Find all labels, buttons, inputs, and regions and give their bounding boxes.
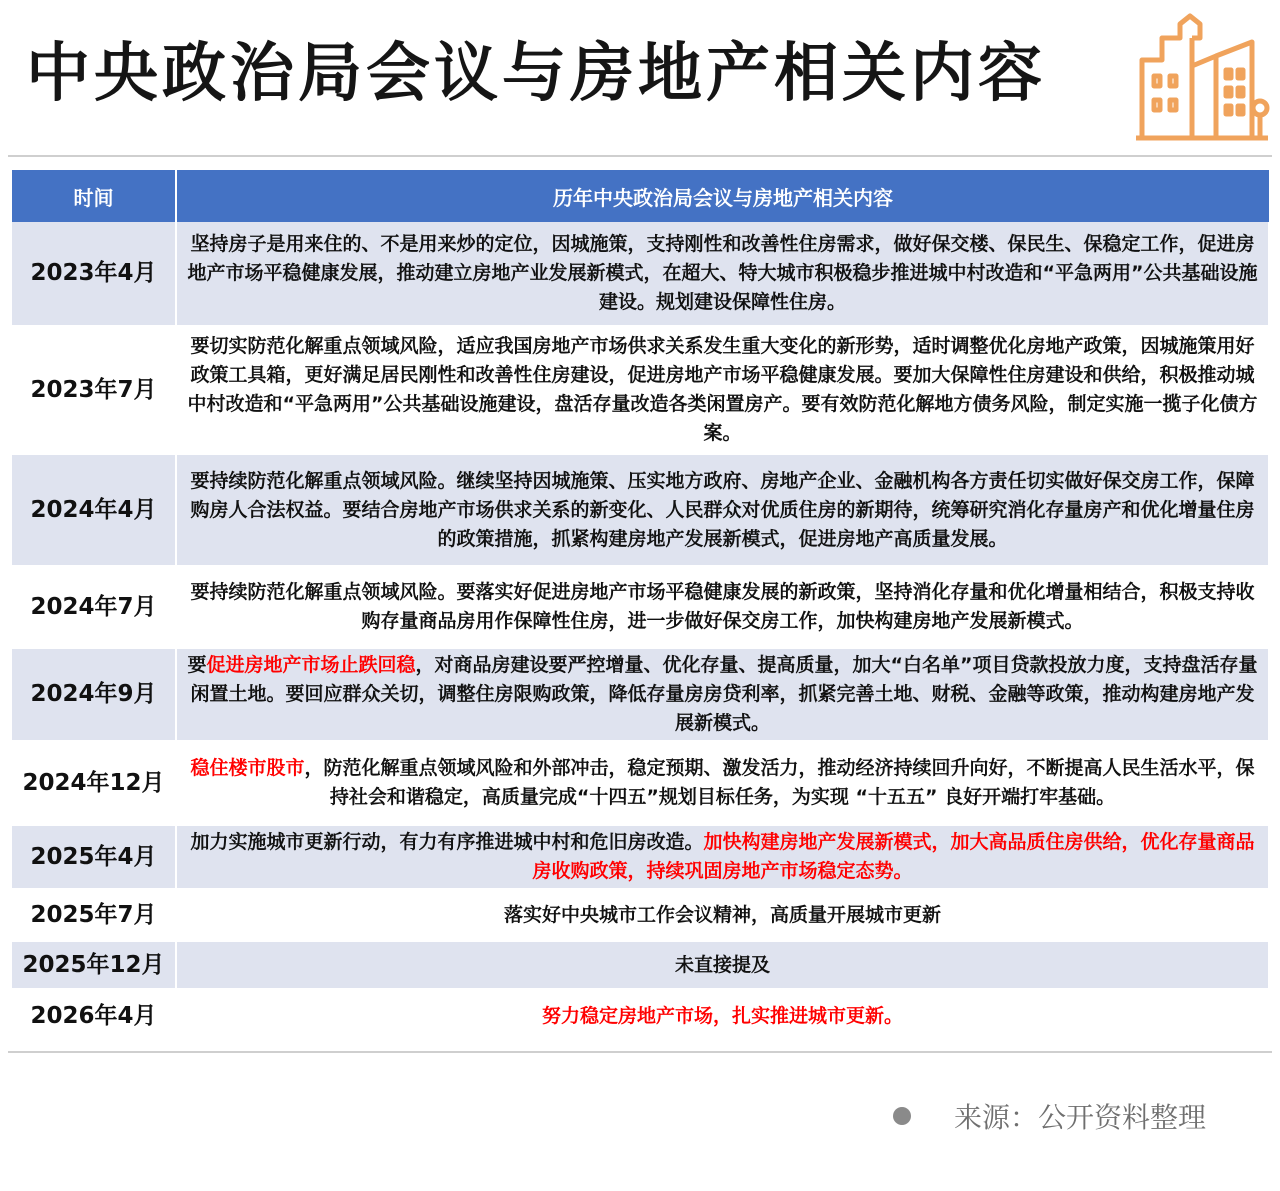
content-text: 坚持房子是用来住的、不是用来炒的定位，因城施策，支持刚性和改善性住房需求，做好保交楼、保民生、保稳定工作，促进房地产市场平稳健康发展，推动建立房地产业发展新模式，在超大、特大城市积极稳步推进城中村改造和“平急两用”公共基础设施建设。规划建设保障性住房。 (187, 233, 1258, 313)
page-title: 中央政治局会议与房地产相关内容 (26, 37, 1046, 111)
row-content (176, 825, 1269, 889)
bottom-divider (8, 1051, 1272, 1053)
highlight-text: 努力稳定房地产市场，扎实推进城市更新。 (541, 1004, 903, 1027)
content-text: 要切实防范化解重点领域风险，适应我国房地产市场供求关系发生重大变化的新形势，适时调整优化房地产政策，因城施策用好政策工具箱，更好满足居民刚性和改善性住房建设，促进房地产市场平稳健康发展。要加大保障性住房建设和供给，积极推动城中村改造和“平急两用”公共基础设施建设，盘活存量改造各类闲置房产。要有效防范化解地方债务风险，制定实施一揽子化债方案。 (187, 335, 1258, 444)
row-date: 2024年12月 (12, 741, 176, 825)
table-row (12, 326, 1269, 454)
row-date: 2025年4月 (12, 825, 176, 889)
table-row (12, 825, 1269, 889)
table-row (12, 941, 1269, 989)
content-text: 未直接提及 (674, 953, 770, 976)
row-content (176, 326, 1269, 454)
content-text: 要 (187, 654, 207, 676)
row-date: 2024年4月 (12, 454, 176, 566)
row-content (176, 741, 1269, 825)
row-date: 2023年7月 (12, 326, 176, 454)
highlight-text: 稳住楼市股市 (190, 757, 305, 779)
content-text: ，对商品房建设要严控增量、优化存量、提高质量，加大“白名单”项目贷款投放力度，支持盘活存量闲置土地。要回应群众关切，调整住房限购政策，降低存量房房贷利率，抓紧完善土地、财税、金融等政策，推动构建房地产发展新模式。 (190, 654, 1258, 734)
buildings-icon (1132, 12, 1272, 144)
table-header-row (12, 170, 1269, 222)
row-content (176, 566, 1269, 648)
highlight-text: 加快构建房地产发展新模式，加大高品质住房供给，优化存量商品房收购政策，持续巩固房地产市场稳定态势。 (532, 831, 1255, 882)
table-row (12, 648, 1269, 741)
table-row (12, 222, 1269, 326)
header-content: 历年中央政治局会议与房地产相关内容 (176, 170, 1269, 222)
row-content (176, 648, 1269, 741)
row-content (176, 941, 1269, 989)
row-date: 2024年9月 (12, 648, 176, 741)
highlight-text: 促进房地产市场止跌回稳 (206, 654, 416, 676)
source-note: 来源：公开资料整理 (954, 1101, 1207, 1134)
table-row (12, 989, 1269, 1043)
policy-table (12, 170, 1270, 1044)
table-row (12, 889, 1269, 941)
content-text: 要持续防范化解重点领域风险。要落实好促进房地产市场平稳健康发展的新政策，坚持消化存量和优化增量相结合，积极支持收购存量商品房用作保障性住房，进一步做好保交房工作，加快构建房地产发展新模式。 (190, 581, 1255, 632)
row-content (176, 889, 1269, 941)
row-date: 2024年7月 (12, 566, 176, 648)
content-text: 落实好中央城市工作会议精神，高质量开展城市更新 (503, 903, 941, 926)
top-divider (8, 155, 1272, 157)
content-text: 加力实施城市更新行动，有力有序推进城中村和危旧房改造。 (190, 831, 704, 853)
row-date: 2023年4月 (12, 222, 176, 326)
row-date: 2025年12月 (12, 941, 176, 989)
row-content (176, 222, 1269, 326)
row-content (176, 989, 1269, 1043)
content-text: ，防范化解重点领域风险和外部冲击，稳定预期、激发活力，推动经济持续回升向好，不断提高人民生活水平，保持社会和谐稳定，高质量完成“十四五”规划目标任务，为实现 “十五五” 良好开端打牢基础。 (304, 757, 1255, 808)
row-content (176, 454, 1269, 566)
table-row (12, 741, 1269, 825)
content-text: 要持续防范化解重点领域风险。继续坚持因城施策、压实地方政府、房地产企业、金融机构各方责任切实做好保交房工作，保障购房人合法权益。要结合房地产市场供求关系的新变化、人民群众对优质住房的新期待，统筹研究消化存量房产和优化增量住房的政策措施，抓紧构建房地产发展新模式，促进房地产高质量发展。 (190, 469, 1255, 550)
row-date: 2026年4月 (12, 989, 176, 1043)
row-date: 2025年7月 (12, 889, 176, 941)
table-body (12, 222, 1269, 1043)
table-row (12, 454, 1269, 566)
table-row (12, 566, 1269, 648)
dot-icon (893, 1107, 911, 1125)
header-time: 时间 (12, 170, 176, 222)
